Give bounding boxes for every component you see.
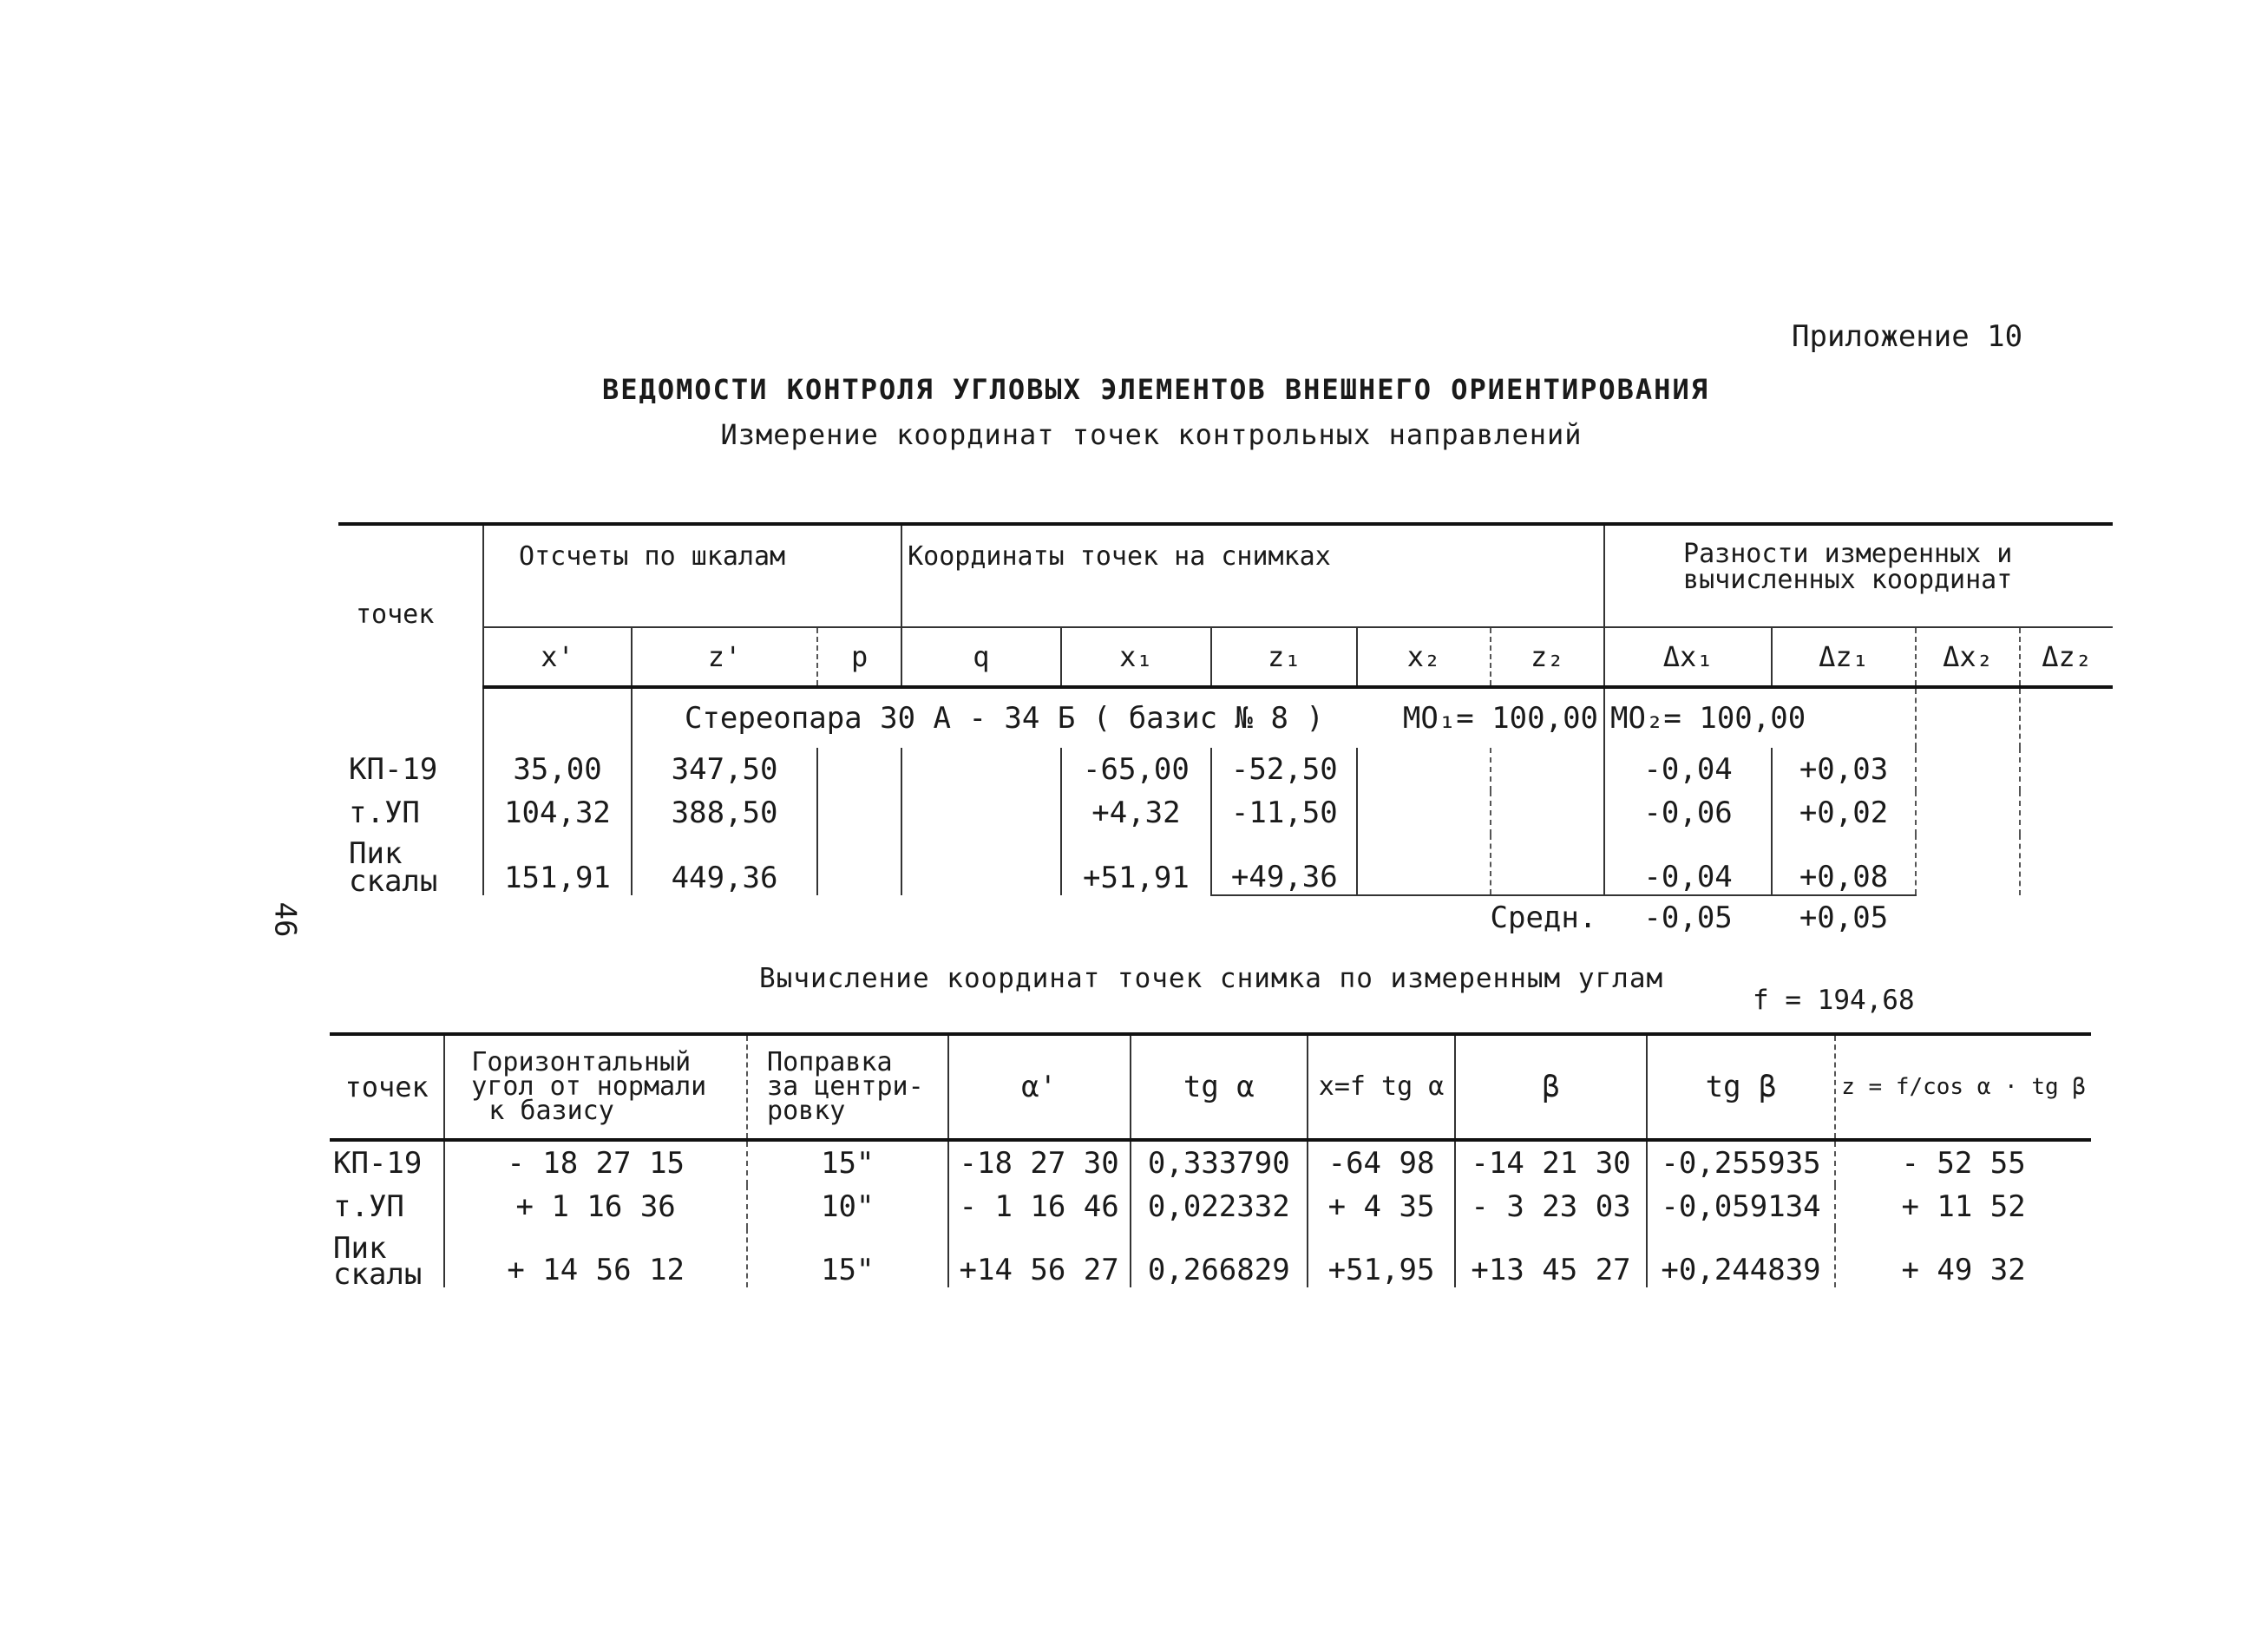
cell-tg-beta: -0,059134 — [1647, 1185, 1835, 1228]
cell-z: + 49 32 — [1901, 1253, 2026, 1287]
t2-col-angle: Горизонтальный угол от нормали к базису — [444, 1034, 747, 1140]
cell-dz1: +0,08 — [1772, 835, 1916, 895]
diffs-group-header — [1604, 524, 2113, 627]
cell-angle: - 18 27 15 — [444, 1140, 747, 1185]
cell-tg-alpha: 0,333790 — [1131, 1140, 1308, 1185]
coords-group-header: Координаты точек на снимках — [901, 524, 1604, 627]
t2-col-x: x=f tg α — [1308, 1034, 1455, 1140]
cell-x: +51,95 — [1308, 1228, 1455, 1287]
row-point-name: т.УП — [338, 791, 483, 835]
computed-coordinates-table — [330, 1032, 2091, 1292]
cell-z: 449,36 — [632, 835, 817, 895]
average-dx1: -0,05 — [1643, 900, 1733, 935]
cell-z1: -11,50 — [1211, 791, 1357, 835]
cell-z: - 52 55 — [1901, 1146, 2026, 1181]
appendix-label: Приложение 10 — [1792, 319, 2023, 354]
cell-tg-beta: -0,255935 — [1647, 1140, 1835, 1185]
cell-z1: -52,50 — [1211, 748, 1357, 791]
average-row — [338, 895, 2113, 940]
cell-alpha: +14 56 27 — [948, 1228, 1131, 1287]
diffs-header-line1: Разности измеренных и — [1683, 539, 2013, 569]
t2-col-beta: β — [1455, 1034, 1647, 1140]
table-row — [330, 1228, 2091, 1287]
cell-tg-alpha: 0,022332 — [1131, 1185, 1308, 1228]
document-subtitle: Измерение координат точек контрольных направлений — [720, 418, 1583, 451]
t2-col-tg-alpha: tg α — [1131, 1034, 1308, 1140]
cell-beta: +13 45 27 — [1455, 1228, 1647, 1287]
cell-z: 388,50 — [632, 791, 817, 835]
cell-dx1: -0,04 — [1604, 748, 1772, 791]
sub-z2: z₂ — [1491, 627, 1605, 687]
t2-col-z: z = f/cos α · tg β — [1835, 1034, 2091, 1140]
mo2-value: MO₂= 100,00 — [1604, 687, 1916, 748]
cell-dz1: +0,02 — [1772, 791, 1916, 835]
table-row — [338, 748, 2113, 791]
readings-group-header: Отсчеты по шкалам — [483, 524, 901, 627]
sub-dx2: Δx₂ — [1916, 627, 2020, 687]
cell-beta: - 3 23 03 — [1455, 1185, 1647, 1228]
row-point-name: Пик скалы — [338, 835, 483, 895]
cell-alpha: - 1 16 46 — [948, 1185, 1131, 1228]
sub-dz2: Δz₂ — [2020, 627, 2113, 687]
cell-x: 35,00 — [483, 748, 632, 791]
table-row — [338, 835, 2113, 895]
focal-length-value: f = 194,68 — [1753, 985, 1915, 1016]
t2-col-alpha: α' — [948, 1034, 1131, 1140]
stereo-pair-text: Стереопара 30 А - 34 Б ( базис № 8 ) — [684, 701, 1324, 736]
sub-z-prime: z' — [632, 627, 817, 687]
t2-col-correction: Поправка за центри- ровку — [747, 1034, 948, 1140]
page-number: 46 — [267, 901, 303, 938]
cell-correction: 15" — [747, 1228, 948, 1287]
sub-dx1: Δx₁ — [1604, 627, 1772, 687]
cell-x1: +4,32 — [1061, 791, 1211, 835]
table-row — [330, 1185, 2091, 1228]
t2-col-tg-beta: tg β — [1647, 1034, 1835, 1140]
cell-z: 347,50 — [632, 748, 817, 791]
cell-dz1: +0,03 — [1772, 748, 1916, 791]
cell-alpha: -18 27 30 — [948, 1140, 1131, 1185]
table-row — [330, 1140, 2091, 1185]
cell-x1: +51,91 — [1061, 835, 1211, 895]
stereo-pair-label — [632, 687, 1604, 748]
row-point-name: КП-19 — [338, 748, 483, 791]
cell-dx1: -0,06 — [1604, 791, 1772, 835]
mo1-value: MO₁= 100,00 — [1402, 701, 1599, 736]
sub-x1: x₁ — [1061, 627, 1211, 687]
cell-z1: +49,36 — [1211, 835, 1357, 895]
cell-x: -64 98 — [1308, 1140, 1455, 1185]
cell-x: 104,32 — [483, 791, 632, 835]
sub-q: q — [901, 627, 1061, 687]
sub-x-prime: x' — [483, 627, 632, 687]
sub-dz1: Δz₁ — [1772, 627, 1916, 687]
t2-col-point: точек — [330, 1034, 444, 1140]
sub-x2: x₂ — [1357, 627, 1490, 687]
document-title: ВЕДОМОСТИ КОНТРОЛЯ УГЛОВЫХ ЭЛЕМЕНТОВ ВНЕШНЕГО ОРИЕНТИРОВАНИЯ — [602, 373, 1709, 406]
cell-beta: -14 21 30 — [1455, 1140, 1647, 1185]
average-dz1: +0,05 — [1799, 900, 1889, 935]
computation-title: Вычисление координат точек снимка по измеренным углам — [759, 963, 1664, 994]
cell-x: 151,91 — [483, 835, 632, 895]
cell-x: + 4 35 — [1308, 1185, 1455, 1228]
cell-x1: -65,00 — [1061, 748, 1211, 791]
cell-tg-beta: +0,244839 — [1647, 1228, 1835, 1287]
row-point-name: т.УП — [330, 1185, 444, 1228]
cell-tg-alpha: 0,266829 — [1131, 1228, 1308, 1287]
average-label: Средн. — [1490, 900, 1597, 935]
table-row — [338, 791, 2113, 835]
sub-p: p — [817, 627, 901, 687]
cell-dx1: -0,04 — [1604, 835, 1772, 895]
cell-angle: + 14 56 12 — [444, 1228, 747, 1287]
control-points-table — [338, 522, 2113, 940]
row-point-name: КП-19 — [330, 1140, 444, 1185]
cell-angle: + 1 16 36 — [444, 1185, 747, 1228]
cell-z: + 11 52 — [1901, 1189, 2026, 1224]
col-point-header: точек — [338, 524, 483, 687]
row-point-name: Пик скалы — [330, 1228, 444, 1287]
sub-z1: z₁ — [1211, 627, 1357, 687]
cell-correction: 15" — [747, 1140, 948, 1185]
diffs-header-line2: вычисленных координат — [1683, 565, 2013, 595]
cell-correction: 10" — [747, 1185, 948, 1228]
